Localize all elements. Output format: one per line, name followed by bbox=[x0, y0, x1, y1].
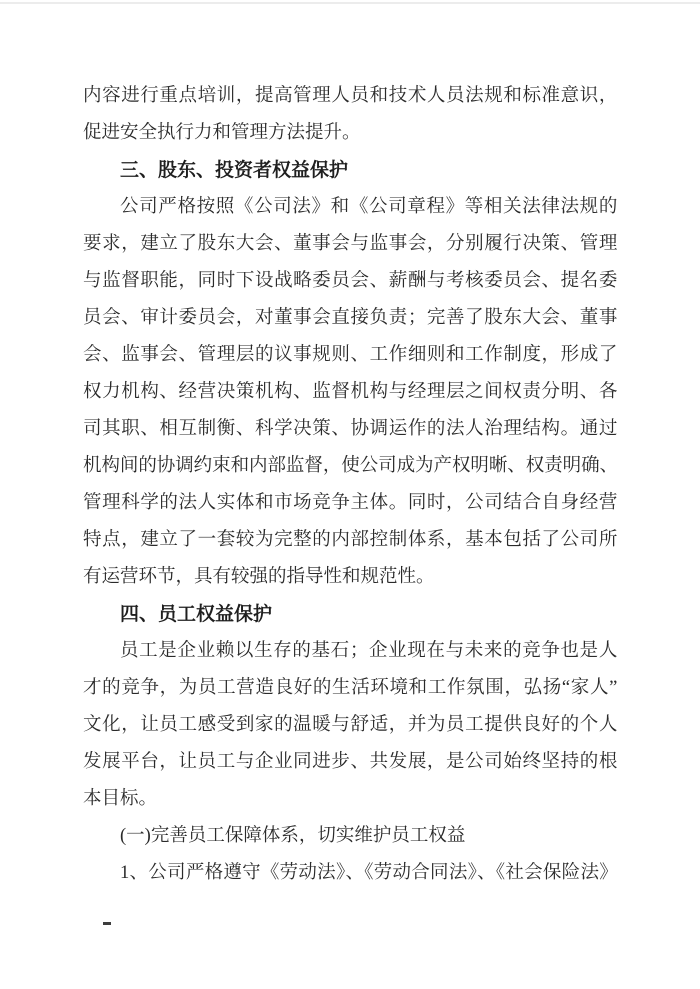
text-line: 员会、审计委员会，对董事会直接负责；完善了股东大会、董事 bbox=[83, 308, 618, 328]
text-line: 机构间的协调约束和内部监督，使公司成为产权明晰、权责明确、 bbox=[83, 456, 618, 476]
text-line: (一)完善员工保障体系，切实维护员工权益 bbox=[120, 826, 466, 846]
text-line: 会、监事会、管理层的议事规则、工作细则和工作制度，形成了 bbox=[83, 345, 618, 365]
paragraph bbox=[83, 78, 618, 152]
paragraph bbox=[83, 855, 618, 892]
paragraph bbox=[83, 633, 618, 818]
text-line: 内容进行重点培训，提高管理人员和技术人员法规和标准意识， bbox=[83, 86, 618, 106]
heading-text: 三、股东、投资者权益保护 bbox=[120, 160, 349, 181]
text-line: 要求，建立了股东大会、董事会与监事会，分别履行决策、管理 bbox=[83, 234, 618, 254]
text-line: 司其职、相互制衡、科学决策、协调运作的法人治理结构。通过 bbox=[83, 419, 618, 439]
paragraph bbox=[83, 818, 618, 855]
text-line: 有运营环节，具有较强的指导性和规范性。 bbox=[83, 567, 435, 587]
text-line: 文化，让员工感受到家的温暖与舒适，并为员工提供良好的个人 bbox=[83, 715, 618, 735]
page-top-edge-line bbox=[0, 2, 700, 4]
text-line: 与监督职能，同时下设战略委员会、薪酬与考核委员会、提名委 bbox=[83, 271, 618, 291]
section-heading bbox=[83, 596, 618, 633]
text-line: 本目标。 bbox=[83, 789, 158, 809]
section-heading bbox=[83, 152, 618, 189]
text-line: 权力机构、经营决策机构、监督机构与经理层之间权责分明、各 bbox=[83, 382, 618, 402]
heading-text: 四、员工权益保护 bbox=[120, 604, 273, 625]
text-line: 特点，建立了一套较为完整的内部控制体系，基本包括了公司所 bbox=[83, 530, 618, 550]
footer-dash-mark bbox=[103, 922, 111, 925]
text-line: 促进安全执行力和管理方法提升。 bbox=[83, 123, 361, 143]
text-line: 1、公司严格遵守《劳动法》、《劳动合同法》、《社会保险法》 bbox=[120, 863, 618, 883]
text-line: 管理科学的法人实体和市场竞争主体。同时，公司结合自身经营 bbox=[83, 493, 618, 513]
document-body bbox=[83, 78, 618, 892]
text-line: 才的竞争，为员工营造良好的生活环境和工作氛围，弘扬“家人” bbox=[83, 678, 618, 698]
text-line: 公司严格按照《公司法》和《公司章程》等相关法律法规的 bbox=[120, 197, 618, 217]
text-line: 员工是企业赖以生存的基石；企业现在与未来的竞争也是人 bbox=[120, 641, 618, 661]
paragraph bbox=[83, 189, 618, 596]
text-line: 发展平台，让员工与企业同进步、共发展，是公司始终坚持的根 bbox=[83, 752, 618, 772]
